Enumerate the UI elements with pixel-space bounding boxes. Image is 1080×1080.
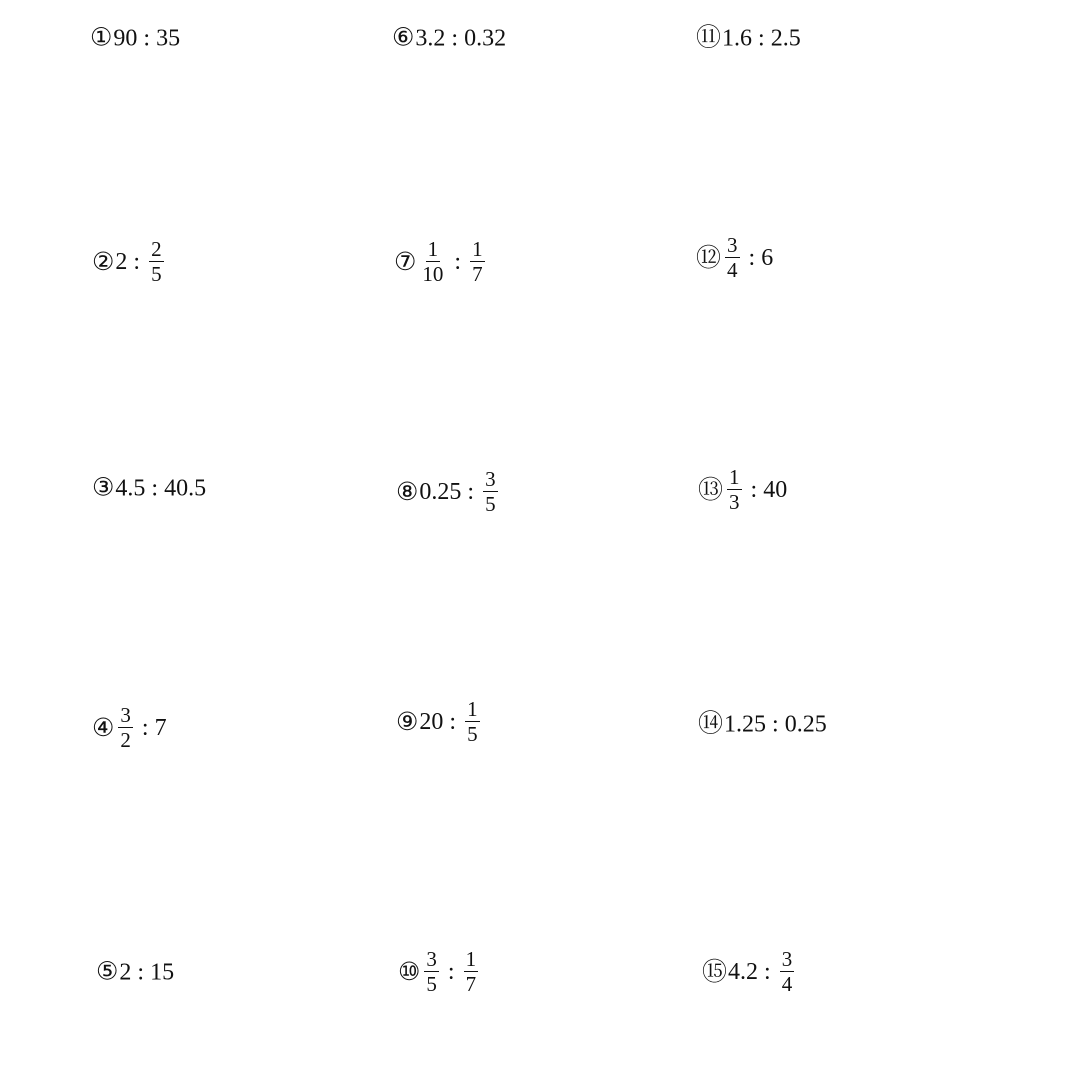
problem-number: ⑧ [396, 478, 419, 506]
fraction-denominator: 5 [426, 972, 437, 996]
problem-number: ⑨ [396, 708, 419, 736]
ratio-term: 90 [113, 25, 138, 51]
ratio-term: 1.6 [722, 25, 753, 51]
fraction [780, 949, 795, 995]
problem-number: ⑪ [696, 24, 722, 52]
fraction-numerator: 3 [426, 947, 437, 971]
ratio-colon: : [748, 245, 756, 271]
problem-number: ⑮ [702, 958, 728, 986]
fraction-numerator: 3 [120, 703, 131, 727]
ratio-term: 4.2 [728, 959, 759, 985]
ratio-colon: : [467, 479, 475, 505]
problem-number: ⑥ [392, 24, 415, 52]
fraction-numerator: 3 [485, 467, 496, 491]
ratio-term: 1.25 [724, 711, 767, 737]
problem-6 [392, 26, 506, 51]
fraction-denominator: 10 [422, 262, 444, 286]
ratio-term: 3.2 [415, 25, 446, 51]
fraction-numerator: 1 [467, 697, 478, 721]
fraction-denominator: 5 [467, 722, 478, 746]
fraction-denominator: 4 [781, 972, 793, 996]
problem-11 [696, 26, 801, 51]
fraction-denominator: 7 [472, 262, 483, 286]
fraction [725, 235, 740, 281]
problem-10 [398, 949, 481, 995]
ratio-colon: : [750, 477, 758, 503]
problem-number: ⑭ [698, 710, 724, 738]
fraction-numerator: 1 [427, 237, 439, 261]
problem-2 [92, 239, 167, 285]
ratio-term: 20 [419, 709, 444, 735]
fraction-denominator: 4 [727, 258, 738, 282]
fraction-numerator: 1 [472, 237, 483, 261]
fraction [483, 469, 498, 515]
problem-8 [396, 469, 501, 515]
ratio-term: 4.5 [115, 475, 146, 501]
problem-4 [92, 705, 167, 751]
problem-number: ② [92, 248, 115, 276]
ratio-colon: : [143, 25, 151, 51]
ratio-term: 2 [115, 249, 128, 275]
problem-7 [394, 239, 488, 285]
ratio-term: 2 [119, 959, 132, 985]
fraction [424, 949, 439, 995]
fraction-numerator: 1 [465, 947, 477, 971]
problem-3 [92, 476, 206, 501]
ratio-colon: : [151, 475, 159, 501]
ratio-term: 0.32 [464, 25, 507, 51]
problem-15 [702, 949, 797, 995]
ratio-term: 40.5 [164, 475, 207, 501]
fraction-numerator: 3 [781, 947, 793, 971]
ratio-colon: : [451, 25, 459, 51]
ratio-colon: : [454, 249, 462, 275]
fraction-denominator: 2 [120, 728, 131, 752]
ratio-term: 7 [154, 715, 167, 741]
ratio-term: 6 [761, 245, 774, 271]
ratio-term: 15 [150, 959, 175, 985]
ratio-term: 0.25 [419, 479, 462, 505]
problem-1 [90, 26, 180, 51]
ratio-colon: : [141, 715, 149, 741]
ratio-colon: : [764, 959, 771, 985]
ratio-term: 0.25 [784, 711, 827, 737]
problem-13 [698, 467, 787, 513]
ratio-colon: : [447, 959, 455, 985]
fraction-numerator: 2 [151, 237, 162, 261]
fraction-numerator: 3 [727, 233, 738, 257]
problem-number: ⑫ [696, 244, 722, 272]
problem-number: ③ [92, 474, 115, 502]
problem-14 [698, 712, 827, 737]
ratio-colon: : [758, 25, 765, 51]
fraction [464, 949, 479, 995]
problem-number: ⑦ [394, 248, 417, 276]
problem-number: ⑬ [698, 476, 724, 504]
fraction [149, 239, 164, 285]
ratio-colon: : [137, 959, 145, 985]
fraction [118, 705, 133, 751]
problem-number: ① [90, 24, 113, 52]
fraction-denominator: 3 [729, 490, 740, 514]
fraction [470, 239, 485, 285]
ratio-colon: : [449, 709, 457, 735]
problem-number: ④ [92, 714, 115, 742]
fraction-numerator: 1 [729, 465, 740, 489]
problem-5 [96, 960, 174, 985]
ratio-colon: : [772, 711, 779, 737]
problem-12 [696, 235, 773, 281]
fraction [727, 467, 742, 513]
fraction [465, 699, 480, 745]
fraction [420, 239, 445, 285]
problem-number: ⑤ [96, 958, 119, 986]
fraction-denominator: 7 [465, 972, 477, 996]
ratio-term: 40 [763, 477, 788, 503]
ratio-term: 35 [156, 25, 181, 51]
fraction-denominator: 5 [151, 262, 162, 286]
ratio-colon: : [133, 249, 141, 275]
problem-9 [396, 699, 483, 745]
fraction-denominator: 5 [485, 492, 496, 516]
problem-number: ⑩ [398, 958, 421, 986]
ratio-term: 2.5 [770, 25, 801, 51]
